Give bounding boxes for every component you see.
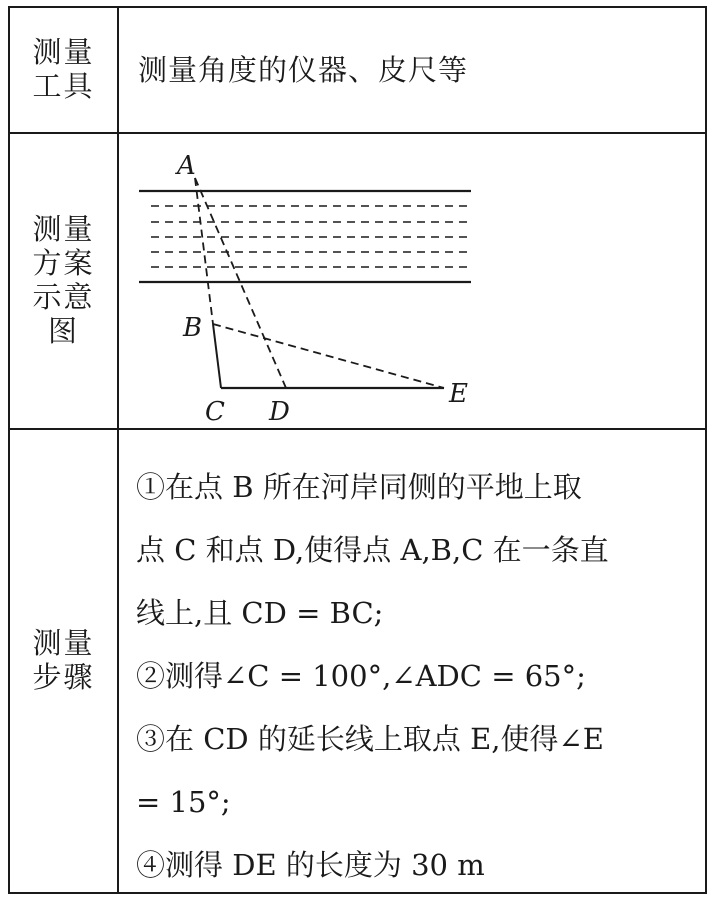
tools-cell [119,8,705,132]
label-line: 方案 [32,246,95,281]
label-line: 工具 [32,69,95,103]
label-line: 示意 [32,280,95,314]
label-measuring-steps [10,430,119,892]
step-line: ②测得∠C = 100°,∠ADC = 65°; [136,659,586,693]
step-line: 线上,且 CD = BC; [136,596,384,630]
steps-cell [119,430,705,892]
row-measuring-tools [10,8,705,132]
step-line: = 15°; [136,785,231,819]
step-line: ③在 CD 的延长线上取点 E,使得∠E [136,722,604,756]
measurement-table [8,6,707,894]
label-line: 测量 [32,35,95,70]
diagram-cell [119,134,705,428]
steps-list [136,456,696,897]
step-line: ④测得 DE 的长度为 30 m [136,848,485,882]
point-label-E: E [449,379,468,409]
point-label-C: C [205,397,225,427]
label-line: 图 [47,313,79,348]
segment-AB [195,178,213,324]
point-label-A: A [177,151,196,181]
segment-BC [213,324,221,388]
label-measuring-tools [10,8,119,132]
label-scheme-diagram [10,134,119,428]
segment-BE [213,324,444,388]
point-label-B: B [183,313,203,343]
tools-description: 测量角度的仪器、皮尺等 [138,53,469,87]
row-measuring-steps [10,428,705,892]
step-line: ①在点 B 所在河岸同侧的平地上取 [136,470,582,504]
step-line: 点 C 和点 D,使得点 A,B,C 在一条直 [136,533,609,567]
label-line: 步骤 [32,660,95,694]
point-label-D: D [269,397,290,427]
row-scheme-diagram [10,132,705,428]
label-line: 测量 [32,212,95,247]
label-line: 测量 [32,626,95,661]
river-measurement-diagram [119,134,707,428]
